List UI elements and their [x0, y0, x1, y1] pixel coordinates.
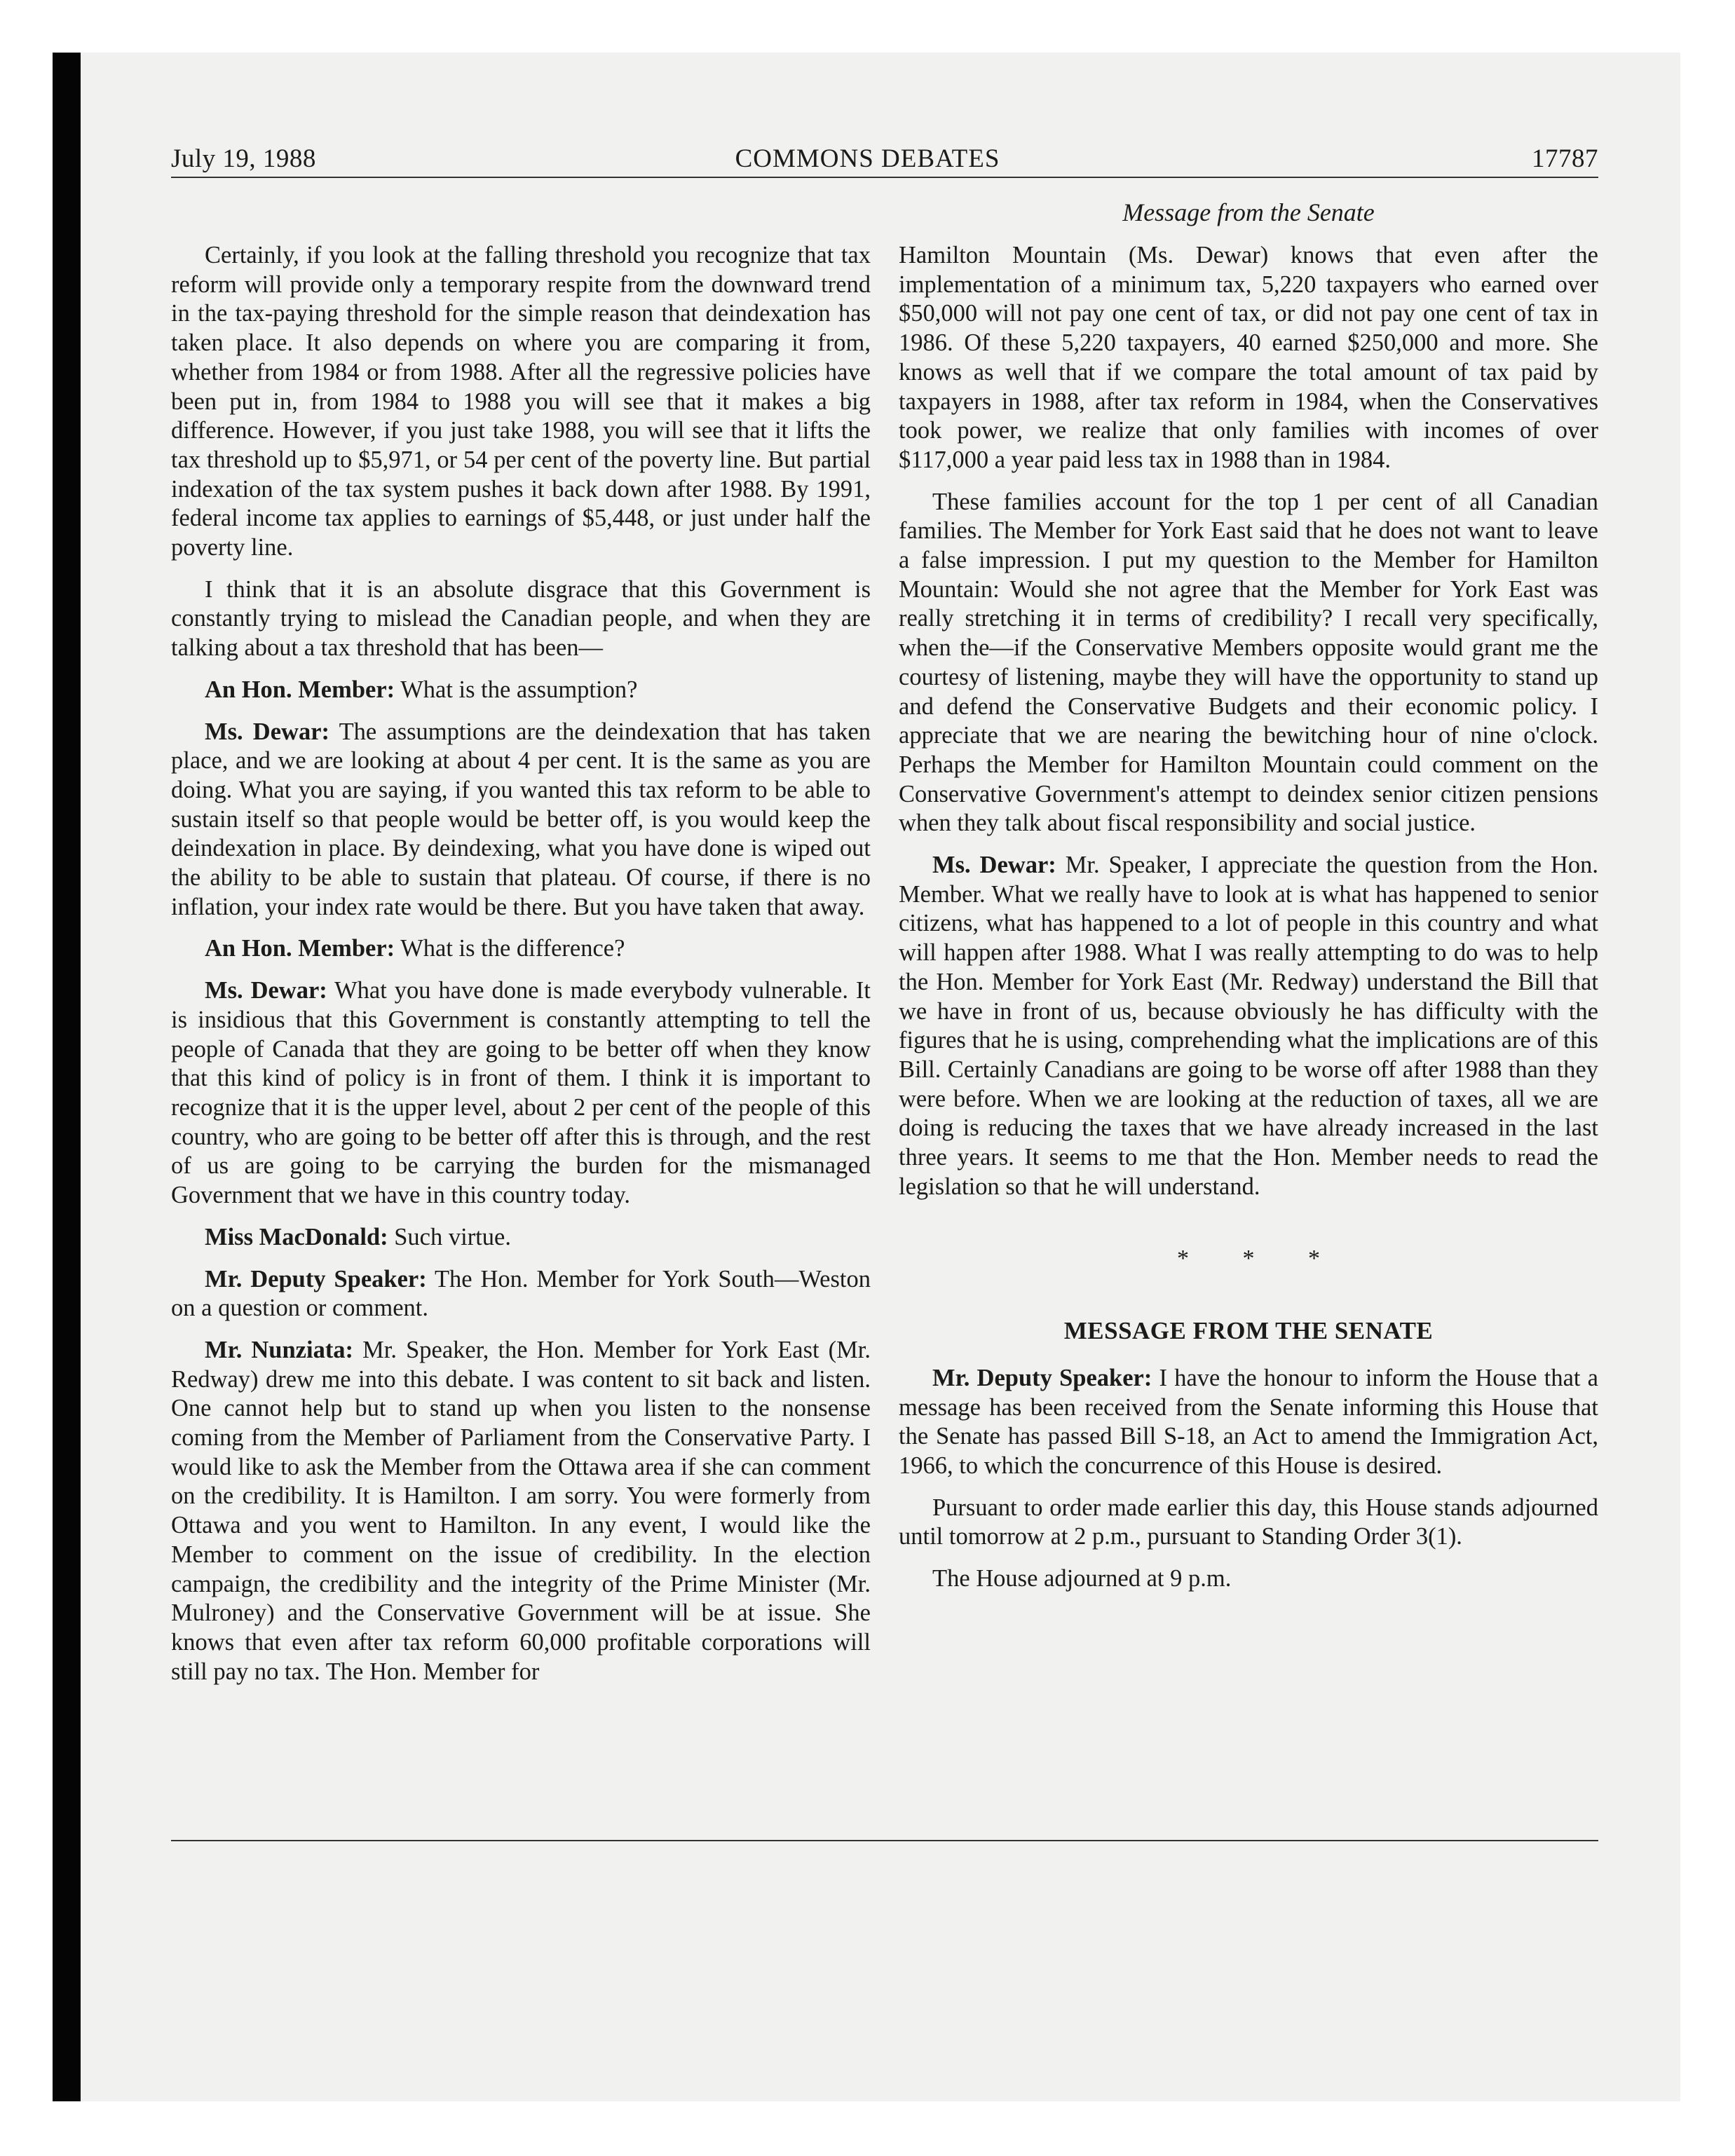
- speaker-name: Mr. Nunziata:: [205, 1336, 354, 1363]
- paragraph: [171, 575, 871, 663]
- paragraph: [899, 241, 1598, 475]
- paragraph: [171, 1336, 871, 1686]
- header-title: COMMONS DEBATES: [735, 144, 1000, 173]
- speech-text: The House adjourned at 9 p.m.: [932, 1565, 1232, 1592]
- speech-text: Mr. Speaker, the Hon. Member for York East (Mr. Redway) drew me into this debate. I was content to sit back and listen. One cannot help but to stand up when you listen to the nonsense coming from the Member of Parliament from the Conservative Party. I would like to ask the Member from the Ottawa area if she can comment on the credibility. It is Hamilton. I am sorry. You were formerly from Ottawa and you went to Hamilton. In any event, I would like the Member to comment on the issue of credibility. In the election campaign, the credibility and the integrity of the Prime Minister (Mr. Mulroney) and the Conservative Government will be at issue. She knows that even after tax reform 60,000 profitable corporations will still pay no tax. The Hon. Member for: [171, 1336, 871, 1685]
- paragraph: [171, 934, 871, 964]
- speech-text: Pursuant to order made earlier this day, this House stands adjourned until tomorrow at 2 p.m., pursuant to Standing Order 3(1).: [899, 1494, 1598, 1550]
- paragraph: [899, 1494, 1598, 1552]
- speech-text: What you have done is made everybody vulnerable. It is insidious that this Government is constantly attempting to tell the people of Canada that they are going to be better off when they know that this kind of policy is in front of them. I think it is important to recognize that it is the upper level, about 2 per cent of the people of this country, who are going to be better off after this is through, and the rest of us are going to be carrying the burden for the mismanaged Government that we have in this country today.: [171, 977, 871, 1209]
- speech-text: Hamilton Mountain (Ms. Dewar) knows that even after the implementation of a minimum tax, 5,220 taxpayers who earned over $50,000 will not pay one cent of tax, or did not pay one cent of tax in 1986. Of these 5,220 taxpayers, 40 earned $250,000 and more. She knows as well that if we compare the total amount of tax paid by taxpayers in 1988, after tax reform in 1984, when the Conservatives took power, we realize that only families with incomes of over $117,000 a year paid less tax in 1988 than in 1984.: [899, 242, 1598, 473]
- speech-text: These families account for the top 1 per cent of all Canadian families. The Member for York East said that he does not want to leave a false impression. I put my question to the Member for Hamilton Mountain: Would she not agree that the Member for York East was really stretching it in terms of credibility? I recall very specifically, when the—if the Conservative Members opposite would grant me the courtesy of listening, maybe they will have the opportunity to stand up and defend the Conservative Budgets and their economic policy. I appreciate that we are nearing the bewitching hour of nine o'clock. Perhaps the Member for Hamilton Mountain could comment on the Conservative Government's attempt to deindex senior citizen pensions when they talk about fiscal responsibility and social justice.: [899, 488, 1598, 837]
- speech-text: I think that it is an absolute disgrace that this Government is constantly trying to mislead the Canadian people, and when they are talking about a tax threshold that has been—: [171, 575, 871, 662]
- speaker-name: Miss MacDonald:: [205, 1223, 388, 1250]
- header-page-number: 17787: [1532, 144, 1598, 173]
- header-rule: [171, 177, 1598, 178]
- left-column: [171, 241, 871, 1699]
- running-head: Message from the Senate: [1122, 198, 1375, 226]
- speaker-name: Ms. Dewar:: [932, 852, 1056, 879]
- paragraph: [899, 1564, 1598, 1594]
- section-separator: * * *: [1177, 1245, 1344, 1271]
- speech-text: The Hon. Member for York South—Weston on a question or comment.: [171, 1265, 871, 1322]
- section-title: MESSAGE FROM THE SENATE: [1063, 1317, 1434, 1345]
- speech-text: Certainly, if you look at the falling threshold you recognize that tax reform will provide only a temporary respite from the downward trend in the tax-paying threshold for the simple reason that deindexation has taken place. It also depends on where you are comparing it from, whether from 1984 or from 1988. After all the regressive policies have been put in, from 1984 to 1988 you will see that it makes a big difference. However, if you just take 1988, you will see that it lifts the tax threshold up to $5,971, or 54 per cent of the poverty line. But partial indexation of the tax system pushes it back down after 1988. By 1991, federal income tax applies to earnings of $5,448, or just under half the poverty line.: [171, 242, 871, 561]
- speaker-name: Mr. Deputy Speaker:: [205, 1265, 427, 1292]
- header-date: July 19, 1988: [171, 144, 316, 173]
- speaker-name: Ms. Dewar:: [205, 718, 329, 745]
- speech-text: Mr. Speaker, I appreciate the question from the Hon. Member. What we really have to look at is what has happened to senior citizens, what has happened to a lot of people in this country and what will happen after 1988. What I was really attempting to do was to help the Hon. Member for York East (Mr. Redway) understand the Bill that we have in front of us, because obviously he has difficulty with the figures that he is using, comprehending what the implications are of this Bill. Certainly Canadians are going to be worse off after 1988 than they were before. When we are looking at the reduction of taxes, all we are doing is reducing the taxes that we have already increased in the last three years. It seems to me that the Hon. Member needs to read the legislation so that he will understand.: [899, 852, 1599, 1200]
- paragraph: [171, 676, 871, 705]
- speaker-name: An Hon. Member:: [205, 935, 395, 962]
- paragraph: [171, 1223, 871, 1253]
- speech-text: Such virtue.: [394, 1223, 511, 1250]
- speech-text: I have the honour to inform the House that a message has been received from the Senate informing this House that the Senate has passed Bill S-18, an Act to amend the Immigration Act, 1966, to which the concurrence of this House is desired.: [899, 1364, 1598, 1480]
- right-column: [899, 241, 1598, 1606]
- speaker-name: An Hon. Member:: [205, 676, 395, 703]
- speech-text: What is the difference?: [400, 935, 625, 962]
- speaker-name: Mr. Deputy Speaker:: [932, 1364, 1152, 1391]
- paragraph: [899, 851, 1598, 1201]
- speech-text: The assumptions are the deindexation that has taken place, and we are looking at about 4 per cent. It is the same as you are doing. What you are saying, if you wanted this tax reform to be able to sustain itself so that people would be better off, is you would keep the deindexation in place. By deindexing, what you have done is wiped out the ability to be able to sustain that plateau. Of course, if there is no inflation, your index rate would be there. But you have taken that away.: [171, 718, 871, 920]
- speaker-name: Ms. Dewar:: [205, 977, 327, 1004]
- paragraph: [171, 1265, 871, 1323]
- paragraph: [899, 488, 1598, 838]
- scan-binding-edge: [53, 53, 81, 2101]
- paragraph: [899, 1364, 1598, 1481]
- footer-rule: [171, 1840, 1598, 1841]
- paragraph: [171, 976, 871, 1210]
- paragraph: [171, 241, 871, 563]
- paragraph: [171, 718, 871, 922]
- speech-text: What is the assumption?: [400, 676, 638, 703]
